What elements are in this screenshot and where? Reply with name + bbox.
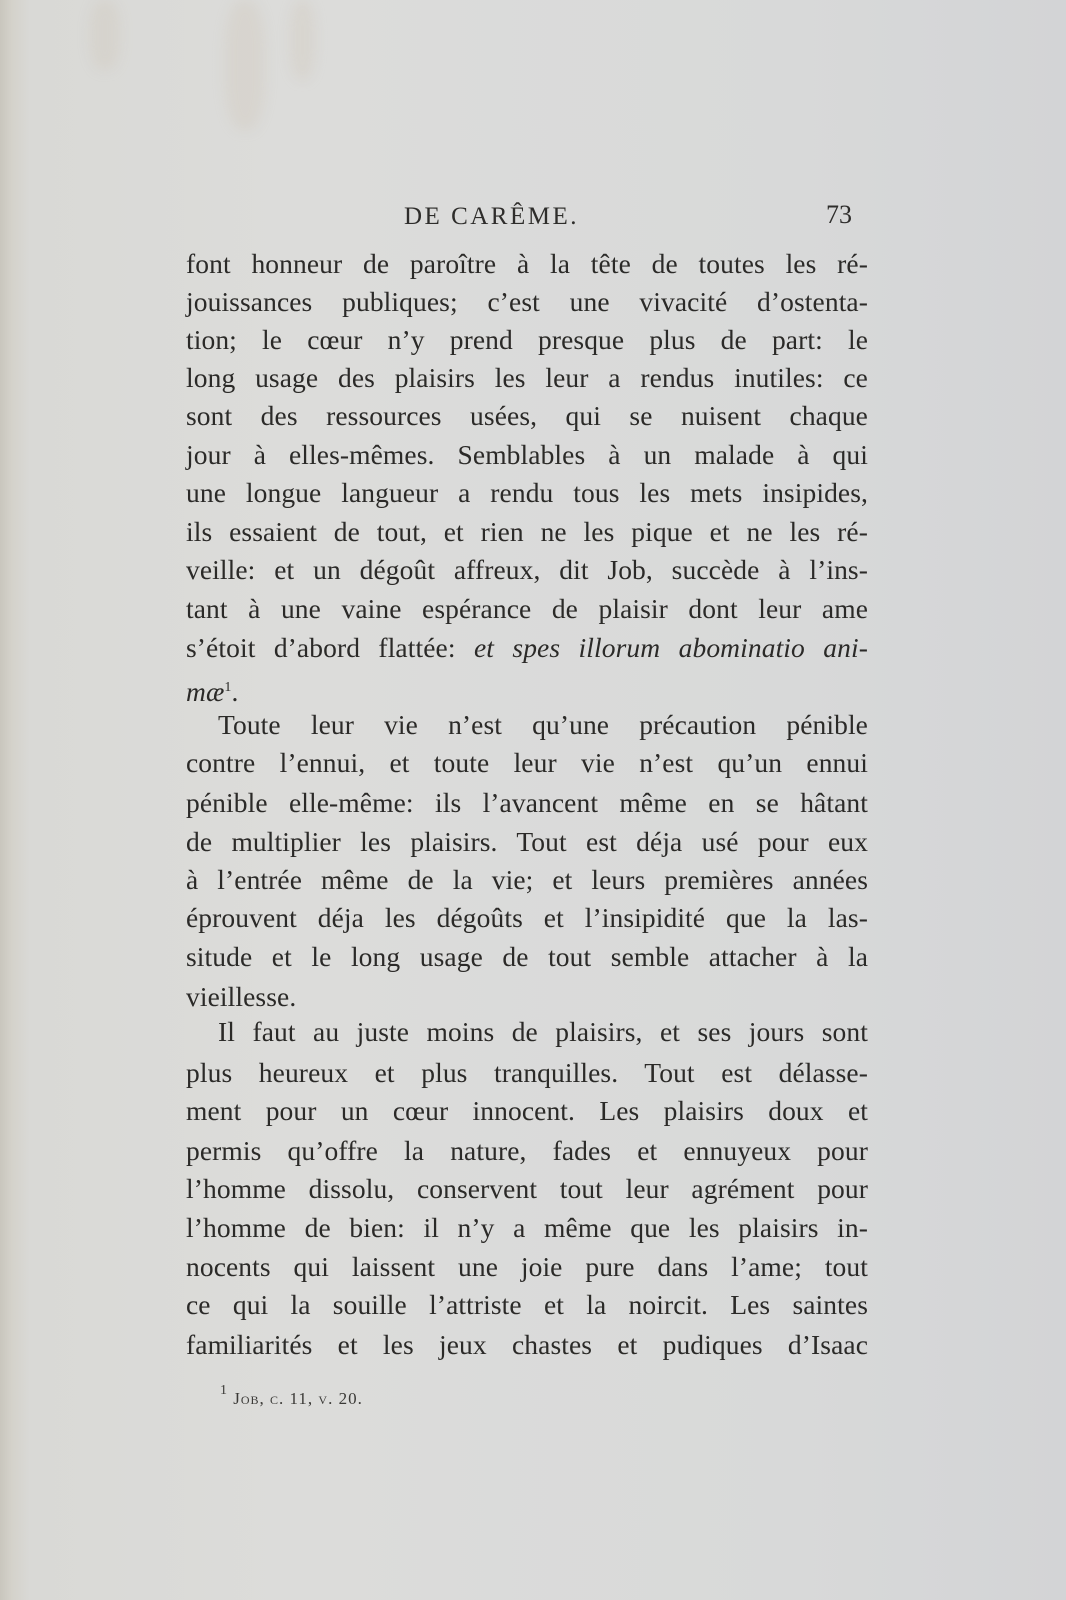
footnote-text: Job, c. 11, v. 20. [233,1389,363,1408]
text-line: à l’entrée même de la vie; et leurs premières années [186,864,868,895]
text-line: tion; le cœur n’y prend presque plus de part: le [186,324,868,355]
latin-quotation: et spes illorum abominatio ani- [473,632,868,663]
text-line: ils essaient de tout, et rien ne les pique et ne les ré- [186,516,868,547]
page-number: 73 [826,200,852,229]
text-line [186,672,868,708]
text-line: contre l’ennui, et toute leur vie n’est qu’un ennui [186,747,868,778]
text-line: situde et le long usage de tout semble attacher à la [186,941,868,972]
text-line: veille: et un dégoût affreux, dit Job, succède à l’ins- [186,554,868,585]
text-line: permis qu’offre la nature, fades et ennuyeux pour [186,1135,868,1166]
text-line: nocents qui laissent une joie pure dans l’ame; tout [186,1251,868,1282]
text-line: plus heureux et plus tranquilles. Tout est délasse- [186,1057,868,1088]
text-line: l’homme de bien: il n’y a même que les plaisirs in- [186,1212,868,1243]
text-line: font honneur de paroître à la tête de toutes les ré- [186,248,868,279]
text-line: une longue langueur a rendu tous les mets insipides, [186,477,868,508]
footnote-marker: 1 [220,1383,228,1398]
text-line: pénible elle-même: ils l’avancent même en se hâtant [186,787,868,818]
footnote [220,1380,363,1410]
text-line: long usage des plaisirs les leur a rendus inutiles: ce [186,362,868,393]
text-segment: s’étoit d’abord flattée: [186,632,474,663]
text-line: sont des ressources usées, qui se nuisent chaque [186,400,868,431]
text-line: ce qui la souille l’attriste et la noircit. Les saintes [186,1289,868,1320]
paper-stain [90,0,120,70]
text-line: Il faut au juste moins de plaisirs, et ses jours sont [218,1016,868,1047]
text-line: jouissances publiques; c’est une vivacité d’ostenta- [186,286,868,317]
text-line: familiarités et les jeux chastes et pudiques d’Isaac [186,1329,868,1360]
latin-quotation: mæ [186,676,225,707]
text-line: éprouvent déja les dégoûts et l’insipidité que la las- [186,902,868,933]
footnote-reference: 1 [224,680,232,695]
text-line: de multiplier les plaisirs. Tout est déja usé pour eux [186,826,868,857]
text-line: l’homme dissolu, conservent tout leur agrément pour [186,1173,868,1204]
text-line [186,632,868,664]
text-line: tant à une vaine espérance de plaisir dont leur ame [186,593,868,624]
text-line: vieillesse. [186,981,297,1012]
paper-stain [290,0,315,80]
text-line: jour à elles-mêmes. Semblables à un malade à qui [186,439,868,470]
paper-stain [225,0,265,130]
running-title: DE CARÊME. [404,203,579,230]
text-line: Toute leur vie n’est qu’une précaution pénible [218,709,868,740]
text-segment: . [231,676,239,707]
text-line: ment pour un cœur innocent. Les plaisirs doux et [186,1095,868,1126]
